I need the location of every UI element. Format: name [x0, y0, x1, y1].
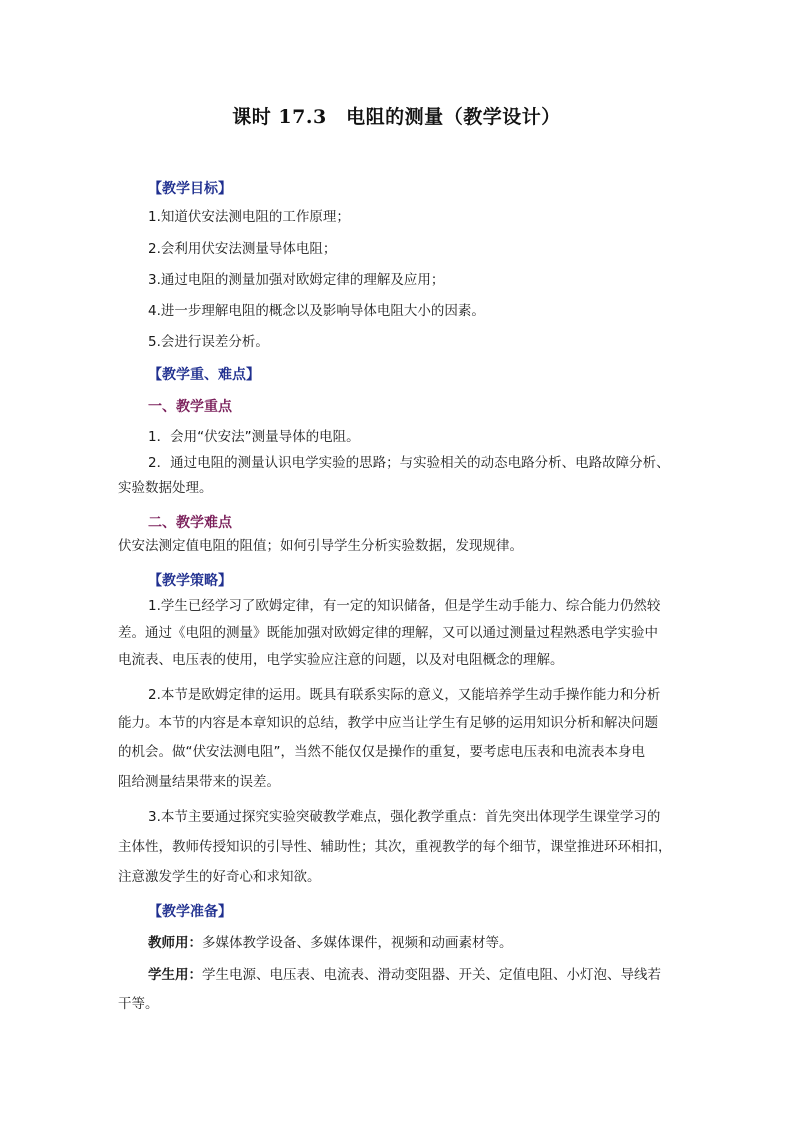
- subheading-difficulties: 二、教学难点: [148, 515, 232, 531]
- strategy-line: 2.本节是欧姆定律的运用。既具有联系实际的意义，又能培养学生动手操作能力和分析: [148, 687, 661, 703]
- strategy-line: 能力。本节的内容是本章知识的总结，教学中应当让学生有足够的运用知识分析和解决问题: [118, 715, 658, 731]
- student-materials-continued: 干等。: [118, 996, 159, 1012]
- objective-item: 5.会进行误差分析。: [148, 334, 269, 350]
- strategy-line: 注意激发学生的好奇心和求知欲。: [118, 869, 321, 885]
- student-label: 学生用：: [148, 967, 202, 983]
- objective-item: 4.进一步理解电阻的概念以及影响导体电阻大小的因素。: [148, 303, 485, 319]
- teacher-materials-text: 多媒体教学设备、多媒体课件，视频和动画素材等。: [202, 935, 513, 951]
- section-heading-preparation: 【教学准备】: [148, 904, 232, 920]
- difficulty-item: 伏安法测定值电阻的阻值；如何引导学生分析实验数据，发现规律。: [118, 538, 523, 554]
- strategy-line: 主体性，教师传授知识的引导性、辅助性；其次，重视教学的每个细节，课堂推进环环相扣，: [118, 839, 672, 855]
- strategy-line: 1.学生已经学习了欧姆定律，有一定的知识储备，但是学生动手能力、综合能力仍然较: [148, 598, 661, 614]
- student-materials: [148, 966, 661, 984]
- objective-item: 2.会利用伏安法测量导体电阻；: [148, 241, 337, 257]
- document-title: 课时 17.3 电阻的测量（教学设计）: [232, 106, 561, 128]
- key-point-item: 1．会用“伏安法”测量导体的电阻。: [148, 429, 360, 445]
- student-materials-text: 学生电源、电压表、电流表、滑动变阻器、开关、定值电阻、小灯泡、导线若: [202, 967, 661, 983]
- strategy-line: 3.本节主要通过探究实验突破教学难点，强化教学重点：首先突出体现学生课堂学习的: [148, 809, 661, 825]
- section-heading-objectives: 【教学目标】: [148, 181, 232, 197]
- objective-item: 3.通过电阻的测量加强对欧姆定律的理解及应用；: [148, 272, 445, 288]
- strategy-line: 差。通过《电阻的测量》既能加强对欧姆定律的理解，又可以通过测量过程熟悉电学实验中: [118, 625, 658, 641]
- strategy-line: 阻给测量结果带来的误差。: [118, 774, 280, 790]
- subheading-key-points: 一、教学重点: [148, 399, 232, 415]
- teacher-label: 教师用：: [148, 935, 202, 951]
- key-point-item: 实验数据处理。: [118, 480, 213, 496]
- section-heading-focus: 【教学重、难点】: [148, 367, 260, 383]
- key-point-item: 2．通过电阻的测量认识电学实验的思路；与实验相关的动态电路分析、电路故障分析、: [148, 455, 670, 471]
- strategy-line: 电流表、电压表的使用，电学实验应注意的问题，以及对电阻概念的理解。: [118, 652, 564, 668]
- objective-item: 1.知道伏安法测电阻的工作原理；: [148, 209, 350, 225]
- section-heading-strategy: 【教学策略】: [148, 573, 232, 589]
- strategy-line: 的机会。做“伏安法测电阻”，当然不能仅仅是操作的重复，要考虑电压表和电流表本身电: [118, 744, 645, 760]
- teacher-materials: [148, 934, 513, 952]
